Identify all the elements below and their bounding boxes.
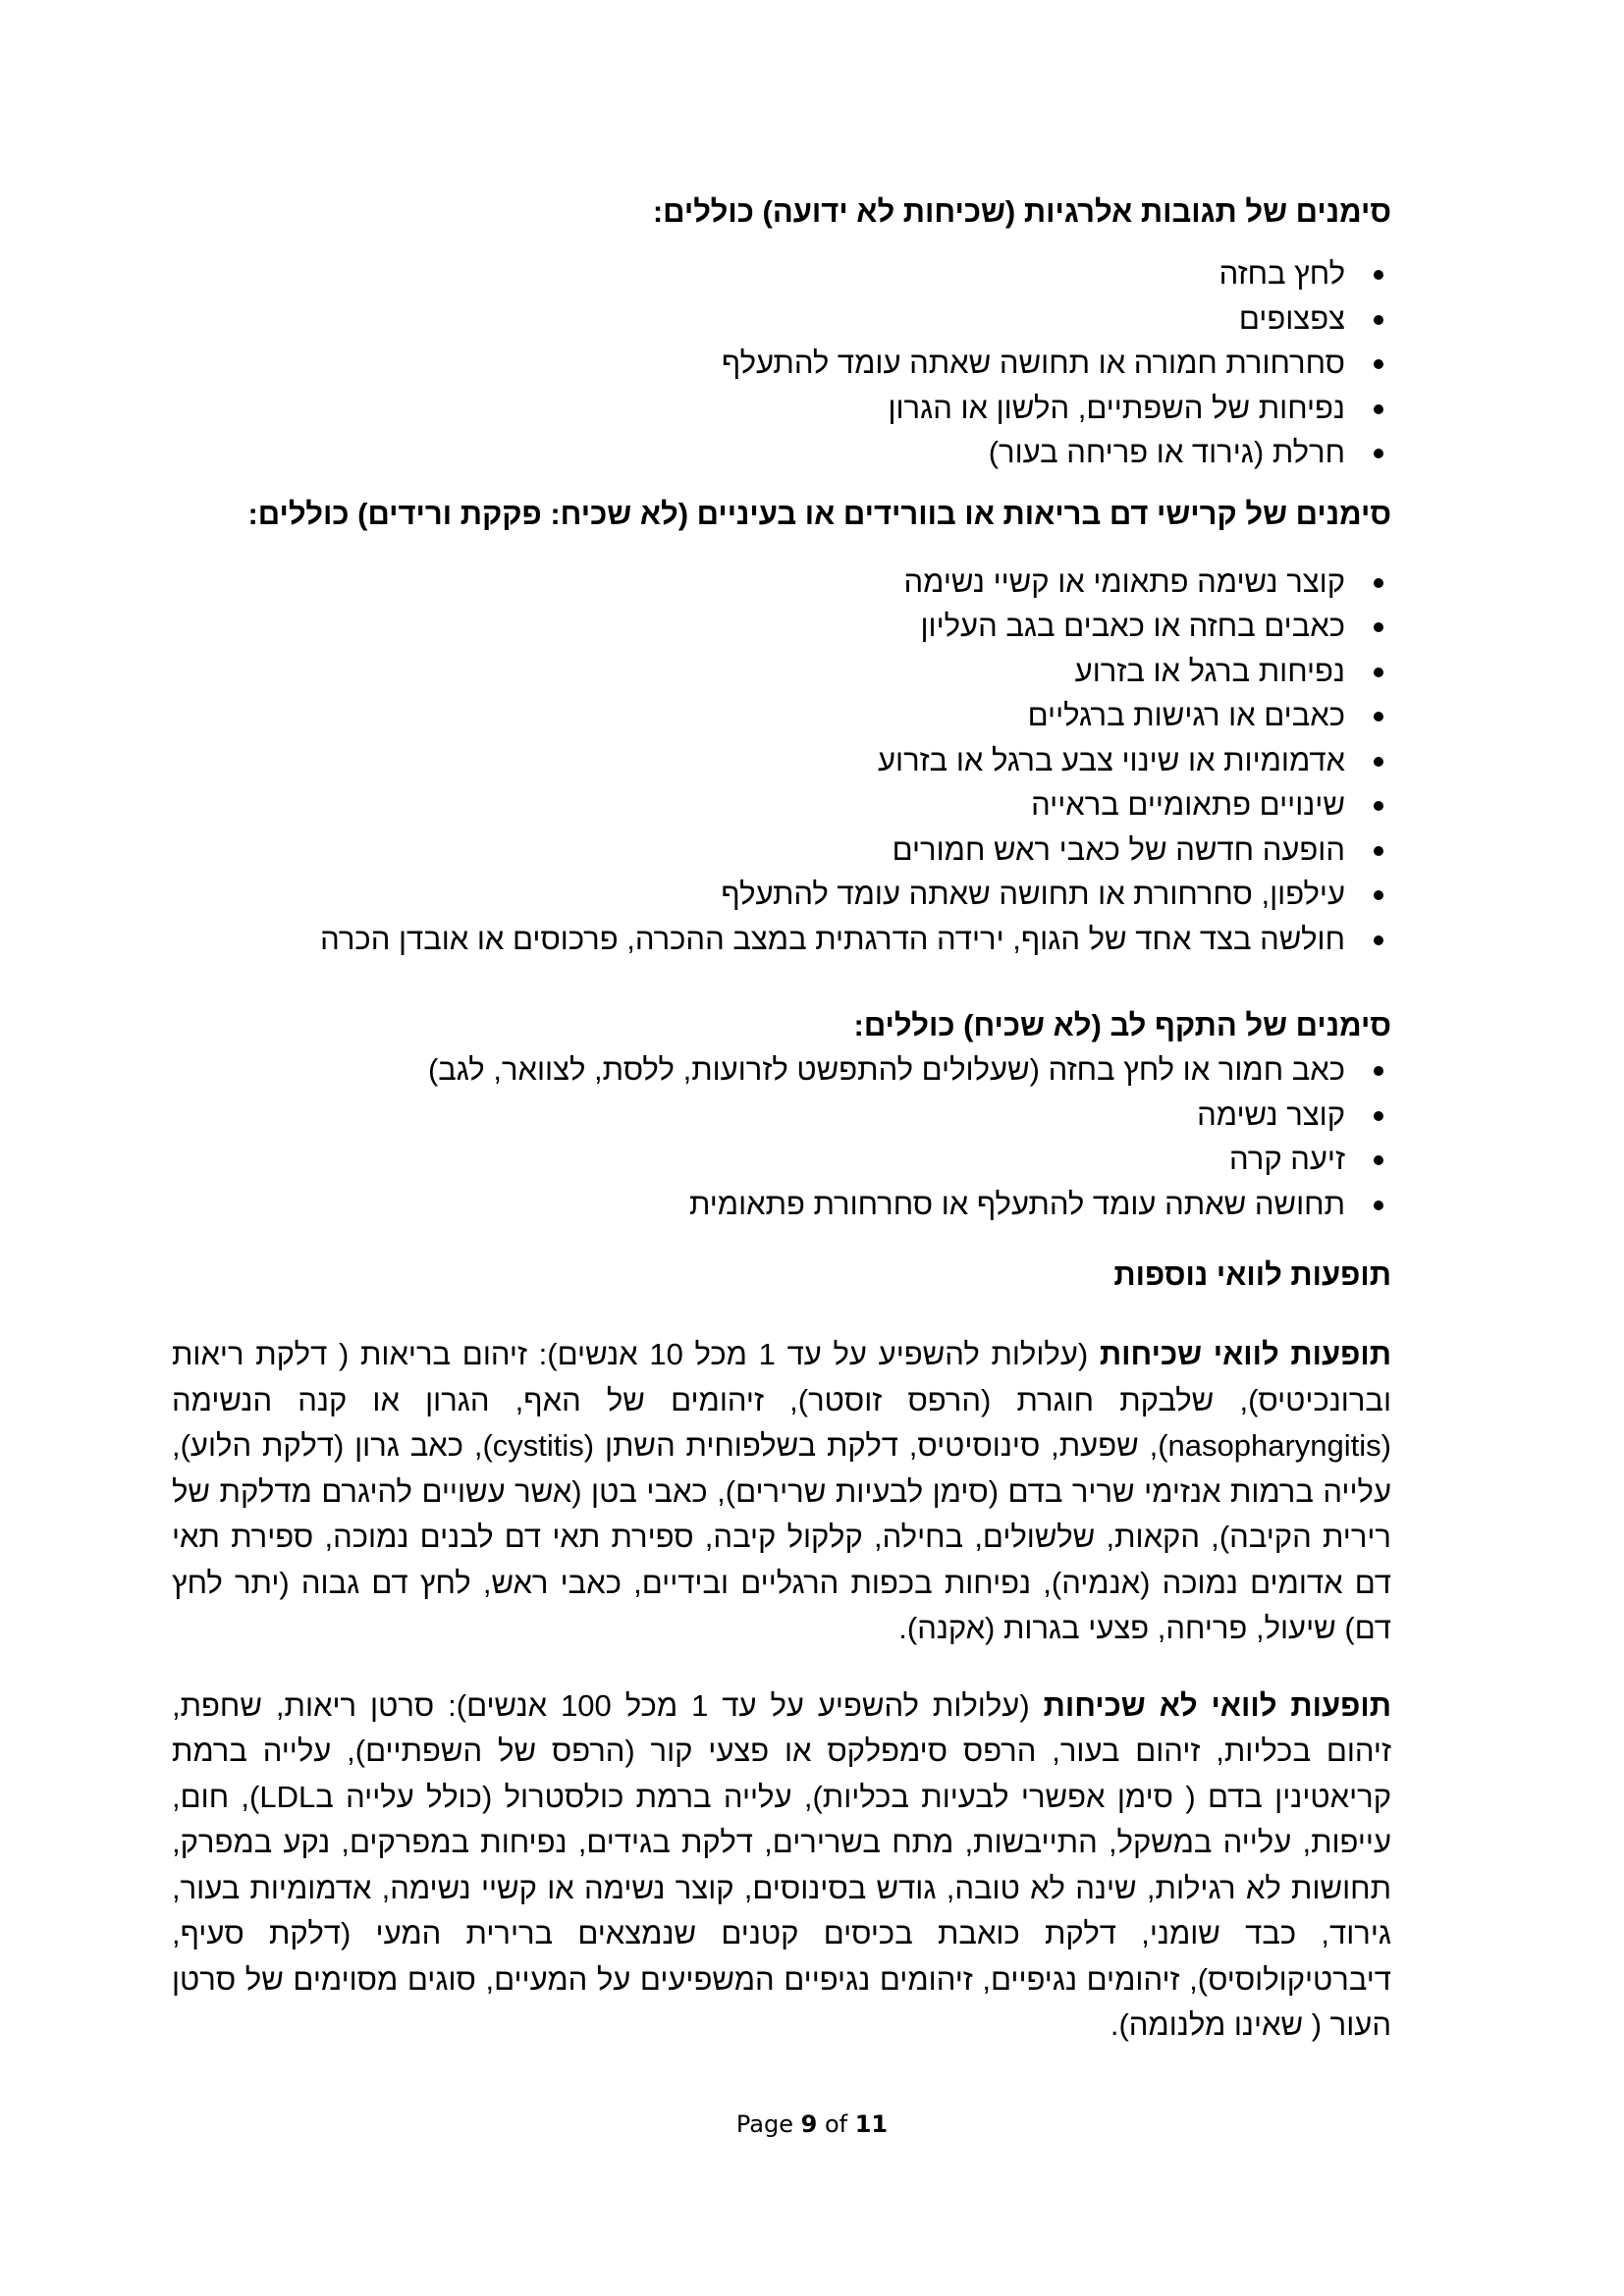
bullet-icon xyxy=(1374,890,1383,900)
list-item-text: סחרחורת חמורה או תחושה שאתה עומד להתעלף xyxy=(721,346,1345,380)
bullet-icon xyxy=(1374,667,1383,677)
blood-clot-signs-heading: סימנים של קרישי דם בריאות או בוורידים או בעיניים (לא שכיח: פקקת ורידים) כוללים: xyxy=(247,496,1391,531)
page-content xyxy=(172,192,1391,2049)
list-item-text: קוצר נשימה פתאומי או קשיי נשימה xyxy=(903,563,1345,599)
page-number-prefix: Page xyxy=(735,2110,801,2138)
list-item-text: צפצופים xyxy=(1238,300,1345,336)
list-item-text: נפיחות ברגל או בזרוע xyxy=(1074,653,1345,688)
bullet-icon xyxy=(1374,846,1383,856)
list-item xyxy=(172,604,1391,649)
bullet-icon xyxy=(1374,1201,1383,1210)
list-item xyxy=(172,1047,1391,1093)
blood-clot-signs-list xyxy=(172,560,1391,962)
list-item-text: תחושה שאתה עומד להתעלף או סחרחורת פתאומית xyxy=(688,1186,1345,1221)
list-item xyxy=(172,917,1391,962)
list-item xyxy=(172,251,1391,296)
list-item-text: שינויים פתאומיים בראייה xyxy=(1031,787,1345,822)
list-item-text: חרלת (גירוד או פריחה בעור) xyxy=(988,435,1345,469)
uncommon-side-effects-text: (עלולות להשפיע על עד 1 מכל 100 אנשים): סרטן ריאות, שחפת, זיהום בכליות, זיהום בעור, הרפס סימפלקס או פצעי קור (הרפס של השפתיים), עלייה ברמת קריאטינין בדם ( סימן אפשרי לבעיות בכליות), עלייה ברמת כולסטרול (כולל עלייה בLDL), חום, עייפות, עלייה במשקל, התייבשות, מתח בשרירים, דלקת בגידים, נפיחות במפרקים, נקע במפרק, תחושות לא רגילות, שינה לא טובה, גודש בסינוסים, קוצר נשימה או קשיי נשימה, אדמומיות בעור, גירוד, כבד שומני, דלקת כואבת בכיסים קטנים שנמצאים ברירית המעי (דלקת סעיף, דיברטיקולוסיס), זיהומים נגיפיים, זיהומים נגיפיים המשפיעים על המעיים, סוגים מסוימים של סרטן העור ( שאינו מלנומה). xyxy=(172,1687,1391,2042)
list-item-text: כאבים או רגישות ברגליים xyxy=(1027,698,1345,732)
heart-attack-signs-list xyxy=(172,1047,1391,1226)
list-item-text: זיעה קרה xyxy=(1229,1142,1345,1176)
heart-attack-signs-heading: סימנים של התקף לב (לא שכיח) כוללים: xyxy=(853,1008,1391,1042)
bullet-icon xyxy=(1374,1066,1383,1076)
uncommon-side-effects-paragraph xyxy=(172,1683,1391,2049)
bullet-icon xyxy=(1374,712,1383,721)
list-item-text: עילפון, סחרחורת או תחושה שאתה עומד להתעלף xyxy=(721,877,1345,911)
common-side-effects-paragraph xyxy=(172,1332,1391,1652)
bullet-icon xyxy=(1374,359,1383,369)
list-item xyxy=(172,430,1391,475)
list-item xyxy=(172,386,1391,431)
list-item-text: כאב חמור או לחץ בחזה (שעלולים להתפשט לזרועות, ללסת, לצוואר, לגב) xyxy=(427,1052,1345,1087)
allergy-signs-heading: סימנים של תגובות אלרגיות (שכיחות לא ידועה) כוללים: xyxy=(652,194,1391,229)
list-item-text: נפיחות של השפתיים, הלשון או הגרון xyxy=(888,390,1345,425)
list-item xyxy=(172,828,1391,873)
list-item xyxy=(172,560,1391,605)
list-item-text: חולשה בצד אחד של הגוף, ירידה הדרגתית במצב ההכרה, פרכוסים או אובדן הכרה xyxy=(320,921,1345,956)
bullet-icon xyxy=(1374,578,1383,588)
list-item xyxy=(172,872,1391,917)
bullet-icon xyxy=(1374,1155,1383,1165)
page-number-separator: of xyxy=(817,2110,855,2138)
list-item-text: כאבים בחזה או כאבים בגב העליון xyxy=(920,609,1345,643)
list-item-text: לחץ בחזה xyxy=(1218,256,1345,291)
uncommon-side-effects-label: תופעות לוואי לא שכיחות xyxy=(1043,1687,1391,1723)
list-item xyxy=(172,1137,1391,1182)
list-item xyxy=(172,693,1391,738)
bullet-icon xyxy=(1374,801,1383,811)
list-item xyxy=(172,1093,1391,1138)
current-page-number: 9 xyxy=(800,2110,818,2138)
bullet-icon xyxy=(1374,1111,1383,1121)
allergy-signs-list xyxy=(172,251,1391,475)
bullet-icon xyxy=(1374,622,1383,632)
list-item-text: אדמומיות או שינוי צבע ברגל או בזרוע xyxy=(877,742,1345,777)
list-item xyxy=(172,782,1391,828)
list-item xyxy=(172,738,1391,783)
bullet-icon xyxy=(1374,315,1383,325)
list-item-text: קוצר נשימה xyxy=(1197,1096,1345,1132)
list-item xyxy=(172,341,1391,386)
list-item-text: הופעה חדשה של כאבי ראש חמורים xyxy=(892,831,1345,867)
common-side-effects-text: (עלולות להשפיע על עד 1 מכל 10 אנשים): זיהום בריאות ( דלקת ריאות וברונכיטיס), שלבקת חוגרת (הרפס זוסטר), זיהומים של האף, הגרון או קנה הנשימה (nasopharyngitis), שפעת, סינוסיטיס, דלקת בשלפוחית השתן (cystitis), כאב גרון (דלקת הלוע), עלייה ברמות אנזימי שריר בדם (סימן לבעיות שרירים), כאבי בטן (אשר עשויים להיגרם מדלקת של רירית הקיבה), הקאות, שלשולים, בחילה, קלקול קיבה, ספירת תאי דם לבנים נמוכה, ספירת תאי דם אדומים נמוכה (אנמיה), נפיחות בכפות הרגליים ובידיים, כאבי ראש, לחץ דם גבוה (יתר לחץ דם) שיעול, פריחה, פצעי בגרות (אקנה). xyxy=(172,1337,1391,1645)
common-side-effects-label: תופעות לוואי שכיחות xyxy=(1099,1337,1391,1371)
bullet-icon xyxy=(1374,270,1383,280)
list-item xyxy=(172,649,1391,694)
total-page-count: 11 xyxy=(854,2110,889,2138)
additional-side-effects-heading: תופעות לוואי נוספות xyxy=(1113,1257,1391,1292)
bullet-icon xyxy=(1374,935,1383,945)
bullet-icon xyxy=(1374,404,1383,414)
list-item xyxy=(172,1182,1391,1227)
bullet-icon xyxy=(1374,757,1383,767)
list-item xyxy=(172,296,1391,342)
bullet-icon xyxy=(1374,449,1383,458)
page-footer xyxy=(0,2110,1624,2138)
